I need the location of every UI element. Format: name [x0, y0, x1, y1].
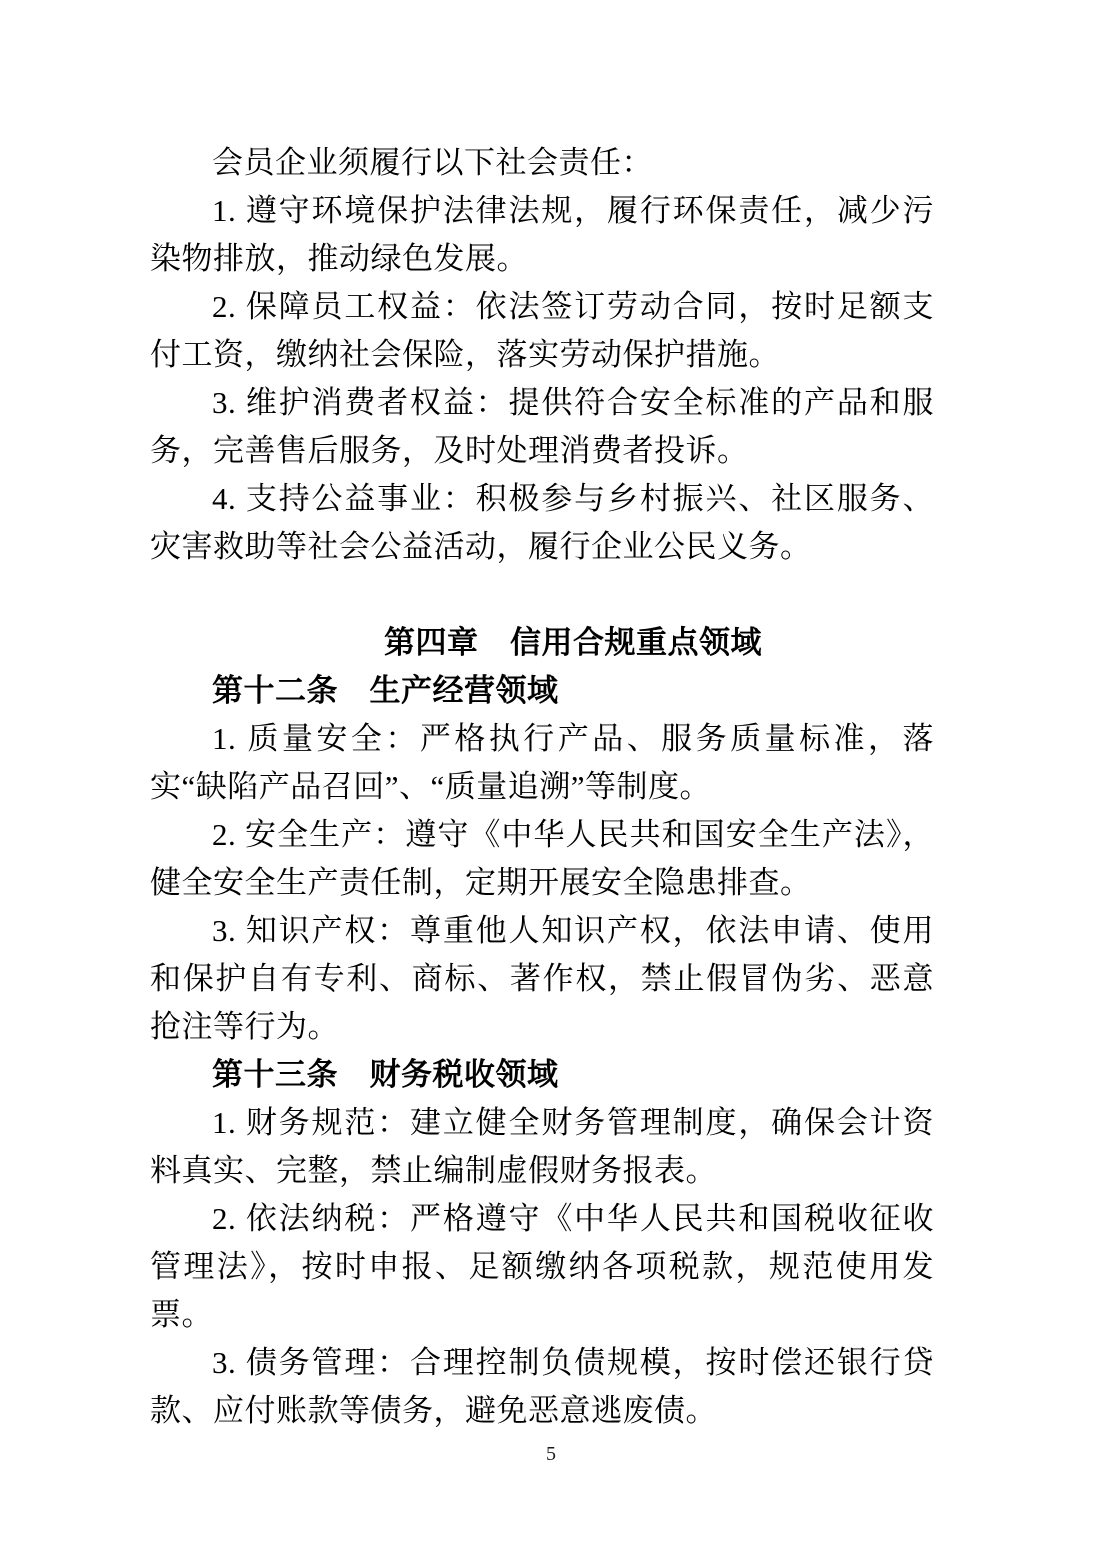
- article-12-item-1: 1. 质量安全：严格执行产品、服务质量标准，落实“缺陷产品召回”、“质量追溯”等制度。: [150, 721, 934, 804]
- intro-lead-paragraph: 会员企业须履行以下社会责任：: [212, 145, 653, 180]
- social-responsibility-item-3: 3. 维护消费者权益：提供符合安全标准的产品和服务，完善售后服务，及时处理消费者投诉。: [150, 385, 934, 468]
- social-responsibility-item-4: 4. 支持公益事业：积极参与乡村振兴、社区服务、灾害救助等社会公益活动，履行企业公民义务。: [150, 481, 934, 564]
- article-13-item-1: 1. 财务规范：建立健全财务管理制度，确保会计资料真实、完整，禁止编制虚假财务报表。: [150, 1105, 934, 1188]
- article-13-item-3: 3. 债务管理：合理控制负债规模，按时偿还银行贷款、应付账款等债务，避免恶意逃废债。: [150, 1345, 934, 1428]
- social-responsibility-item-1: 1. 遵守环境保护法律法规，履行环保责任，减少污染物排放，推动绿色发展。: [150, 193, 934, 276]
- chapter-heading: 第四章 信用合规重点领域: [384, 625, 762, 660]
- article-12-item-3: 3. 知识产权：尊重他人知识产权，依法申请、使用和保护自有专利、商标、著作权，禁止假冒伪劣、恶意抢注等行为。: [150, 913, 934, 1044]
- page-number: 5: [546, 1443, 556, 1465]
- article-13-heading: 第十三条 财务税收领域: [212, 1057, 559, 1092]
- document-body: [150, 139, 934, 1435]
- article-13-item-2: 2. 依法纳税：严格遵守《中华人民共和国税收征收管理法》，按时申报、足额缴纳各项税款，规范使用发票。: [150, 1201, 934, 1332]
- social-responsibility-item-2: 2. 保障员工权益：依法签订劳动合同，按时足额支付工资，缴纳社会保险，落实劳动保护措施。: [150, 289, 934, 372]
- article-12-item-2: 2. 安全生产：遵守《中华人民共和国安全生产法》，健全安全生产责任制，定期开展安全隐患排查。: [150, 817, 934, 900]
- article-12-heading: 第十二条 生产经营领域: [212, 673, 559, 708]
